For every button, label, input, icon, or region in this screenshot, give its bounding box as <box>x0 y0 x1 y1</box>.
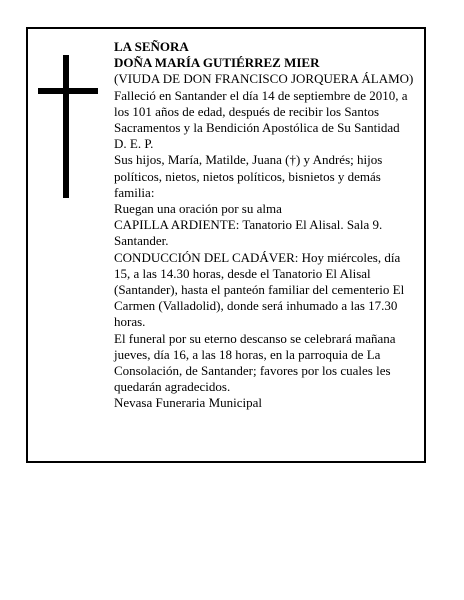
chapel-paragraph: CAPILLA ARDIENTE: Tanatorio El Alisal. Sala 9. Santander. <box>114 217 383 249</box>
widow-line: (VIUDA DE DON FRANCISCO JORQUERA ÁLAMO) <box>114 71 414 87</box>
family-paragraph: Sus hijos, María, Matilde, Juana (†) y Andrés; hijos políticos, nietos, nietos políticos, bisnietos y demás familia: <box>114 152 383 200</box>
funeral-home: Nevasa Funeraria Municipal <box>114 395 263 411</box>
funeral-paragraph: El funeral por su eterno descanso se celebrará mañana jueves, día 16, a las 18 horas, en la parroquia de La Consolación, de Santander; favores por los cuales les quedarán agradecidos. <box>114 330 396 395</box>
cross-horizontal-bar <box>38 88 98 94</box>
cross-icon <box>38 55 98 198</box>
obituary-text <box>114 39 414 412</box>
title-line-1: LA SEÑORA <box>114 39 189 54</box>
conduction-paragraph: CONDUCCIÓN DEL CADÁVER: Hoy miércoles, día 15, a las 14.30 horas, desde el Tanatorio El Alisal (Santander), hasta el panteón familiar del cementerio El Carmen (Valladolid), donde será inhumado a las 17.30 horas. <box>114 249 405 330</box>
cross-vertical-bar <box>63 55 69 198</box>
prayer-line: Ruegan una oración por su alma <box>114 201 282 217</box>
death-paragraph: Falleció en Santander el día 14 de septiembre de 2010, a los 101 años de edad, después de recibir los Santos Sacramentos y la Bendición Apostólica de Su Santidad D. E. P. <box>114 87 408 152</box>
deceased-name: DOÑA MARÍA GUTIÉRREZ MIER <box>114 55 320 71</box>
